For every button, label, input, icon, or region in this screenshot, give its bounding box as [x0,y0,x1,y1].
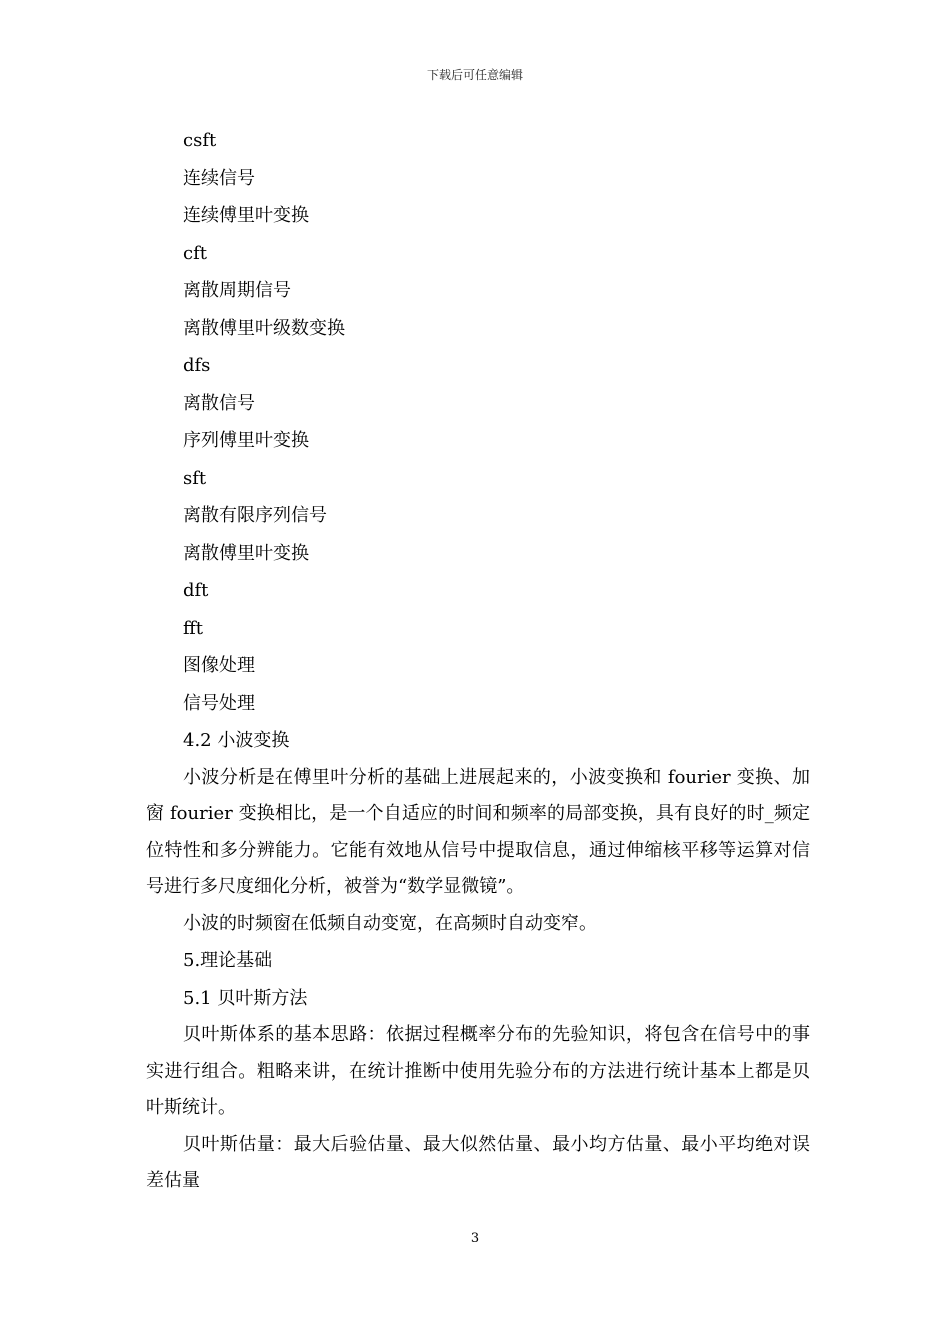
paragraph-bayes-idea: 贝叶斯体系的基本思路：依据过程概率分布的先验知识，将包含在信号中的事实进行组合。粗略来讲，在统计推断中使用先验分布的方法进行统计基本上都是贝叶斯统计。 [146,1024,810,1118]
section-heading-4-2: 4.2 小波变换 [183,730,290,751]
page-number: 3 [470,1231,480,1246]
paragraph-wavelet-window: 小波的时频窗在低频自动变宽，在高频时自动变窄。 [183,912,597,934]
text-line: sft [183,467,207,489]
text-line: dfs [183,355,211,376]
section-heading-5: 5.理论基础 [183,950,273,971]
section-heading-5-1: 5.1 贝叶斯方法 [183,987,308,1009]
text-line: 离散有限序列信号 [183,505,327,526]
text-line: 序列傅里叶变换 [183,430,309,451]
text-line: 连续信号 [183,167,255,189]
paragraph-bayes-estimate: 贝叶斯估量：最大后验估量、最大似然估量、最小均方估量、最小平均绝对误差估量 [146,1133,810,1191]
text-line: dft [183,580,209,601]
paragraph-wavelet-intro: 小波分析是在傅里叶分析的基础上进展起来的，小波变换和 fourier 变换、加窗 fourier 变换相比，是一个自适应的时间和频率的局部变换，具有良好的时_频定位特性和多分辨能力。它能有效地从信号中提取信息，通过伸缩核平移等运算对信号进行多尺度细化分析，被誉为“数学显微镜”。 [146,766,810,897]
text-line: 连续傅里叶变换 [183,205,309,226]
page-header: 下载后可任意编辑 [426,68,523,82]
text-line: 离散傅里叶级数变换 [183,317,345,339]
text-line: 信号处理 [183,692,255,714]
text-line: 离散周期信号 [183,280,291,301]
text-line: 离散信号 [183,392,255,414]
document-body [146,122,810,1200]
text-line: csft [183,130,217,151]
text-line: cft [183,242,207,264]
text-line: 图像处理 [183,655,255,676]
text-line: 离散傅里叶变换 [183,542,309,564]
text-line: fft [183,617,204,639]
